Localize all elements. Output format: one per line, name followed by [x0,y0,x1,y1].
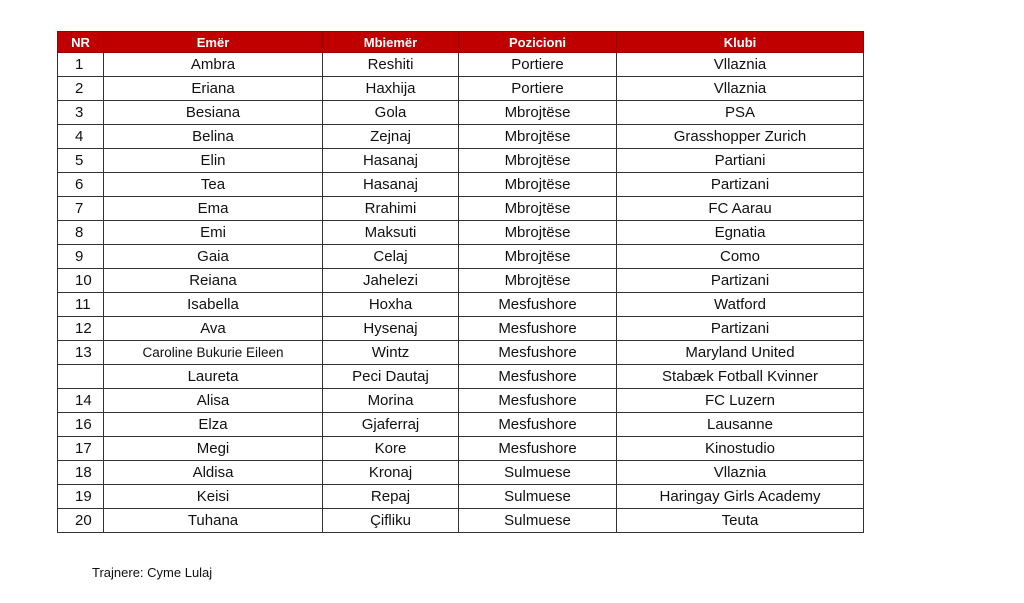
cell-nr: 10 [58,269,104,293]
cell-nr: 4 [58,125,104,149]
cell-first-name: Tea [104,173,323,197]
table-row [58,125,864,149]
table-row [58,221,864,245]
roster-table-body [58,53,864,533]
cell-club: Watford [617,293,864,317]
table-row [58,173,864,197]
cell-last-name: Repaj [323,485,459,509]
cell-first-name: Belina [104,125,323,149]
cell-last-name: Peci Dautaj [323,365,459,389]
cell-position: Mesfushore [459,365,617,389]
cell-first-name: Besiana [104,101,323,125]
cell-last-name: Gjaferraj [323,413,459,437]
header-row [58,32,864,53]
table-row [58,485,864,509]
cell-club: FC Luzern [617,389,864,413]
cell-position: Sulmuese [459,461,617,485]
cell-last-name: Gola [323,101,459,125]
cell-first-name: Caroline Bukurie Eileen [104,341,323,365]
cell-last-name: Reshiti [323,53,459,77]
cell-first-name: Elza [104,413,323,437]
cell-club: Vllaznia [617,461,864,485]
cell-first-name: Megi [104,437,323,461]
cell-last-name: Wintz [323,341,459,365]
cell-last-name: Hasanaj [323,173,459,197]
cell-club: Maryland United [617,341,864,365]
cell-last-name: Hoxha [323,293,459,317]
cell-position: Mesfushore [459,389,617,413]
cell-club: Stabæk Fotball Kvinner [617,365,864,389]
cell-club: Haringay Girls Academy [617,485,864,509]
cell-position: Portiere [459,53,617,77]
cell-first-name: Alisa [104,389,323,413]
cell-last-name: Celaj [323,245,459,269]
cell-position: Sulmuese [459,509,617,533]
cell-nr: 19 [58,485,104,509]
cell-club: Kinostudio [617,437,864,461]
cell-last-name: Maksuti [323,221,459,245]
cell-nr: 6 [58,173,104,197]
cell-club: PSA [617,101,864,125]
cell-last-name: Hysenaj [323,317,459,341]
cell-club: Grasshopper Zurich [617,125,864,149]
cell-last-name: Jahelezi [323,269,459,293]
table-row [58,53,864,77]
table-row [58,413,864,437]
cell-nr: 18 [58,461,104,485]
cell-position: Mbrojtëse [459,269,617,293]
cell-nr: 17 [58,437,104,461]
roster-table [57,31,864,533]
cell-nr: 16 [58,413,104,437]
table-row [58,245,864,269]
cell-first-name: Ema [104,197,323,221]
cell-first-name: Gaia [104,245,323,269]
cell-first-name: Emi [104,221,323,245]
table-row [58,389,864,413]
table-row [58,101,864,125]
cell-nr [58,365,104,389]
cell-club: Vllaznia [617,53,864,77]
cell-first-name: Ambra [104,53,323,77]
cell-club: Teuta [617,509,864,533]
cell-position: Mbrojtëse [459,101,617,125]
cell-first-name: Isabella [104,293,323,317]
cell-last-name: Hasanaj [323,149,459,173]
coach-label: Trajnere: Cyme Lulaj [92,565,213,580]
cell-club: FC Aarau [617,197,864,221]
cell-club: Lausanne [617,413,864,437]
cell-last-name: Haxhija [323,77,459,101]
table-row [58,365,864,389]
header-club: Klubi [617,32,864,53]
cell-position: Mesfushore [459,317,617,341]
cell-first-name: Tuhana [104,509,323,533]
cell-nr: 14 [58,389,104,413]
table-row [58,341,864,365]
cell-last-name: Rrahimi [323,197,459,221]
cell-last-name: Morina [323,389,459,413]
cell-nr: 2 [58,77,104,101]
table-row [58,197,864,221]
cell-position: Mbrojtëse [459,149,617,173]
header-first-name: Emër [104,32,323,53]
cell-nr: 7 [58,197,104,221]
cell-position: Portiere [459,77,617,101]
cell-club: Partizani [617,173,864,197]
cell-club: Como [617,245,864,269]
table-row [58,293,864,317]
table-row [58,509,864,533]
cell-last-name: Zejnaj [323,125,459,149]
cell-nr: 12 [58,317,104,341]
cell-position: Mbrojtëse [459,173,617,197]
cell-position: Mesfushore [459,437,617,461]
cell-position: Mbrojtëse [459,125,617,149]
cell-first-name: Elin [104,149,323,173]
cell-first-name: Laureta [104,365,323,389]
cell-nr: 11 [58,293,104,317]
cell-position: Mesfushore [459,413,617,437]
cell-last-name: Kore [323,437,459,461]
cell-last-name: Kronaj [323,461,459,485]
cell-club: Partizani [617,317,864,341]
cell-first-name: Aldisa [104,461,323,485]
cell-nr: 5 [58,149,104,173]
header-nr: NR [58,32,104,53]
cell-position: Mbrojtëse [459,221,617,245]
header-position: Pozicioni [459,32,617,53]
table-row [58,461,864,485]
cell-nr: 20 [58,509,104,533]
cell-club: Partiani [617,149,864,173]
cell-club: Egnatia [617,221,864,245]
cell-position: Mesfushore [459,293,617,317]
header-last-name: Mbiemër [323,32,459,53]
cell-nr: 3 [58,101,104,125]
cell-nr: 13 [58,341,104,365]
table-row [58,77,864,101]
cell-nr: 8 [58,221,104,245]
table-row [58,149,864,173]
table-row [58,437,864,461]
roster-table-header [58,32,864,53]
cell-position: Mesfushore [459,341,617,365]
cell-nr: 1 [58,53,104,77]
cell-position: Mbrojtëse [459,245,617,269]
cell-last-name: Çifliku [323,509,459,533]
cell-first-name: Reiana [104,269,323,293]
cell-first-name: Keisi [104,485,323,509]
cell-first-name: Ava [104,317,323,341]
cell-position: Mbrojtëse [459,197,617,221]
cell-club: Partizani [617,269,864,293]
cell-position: Sulmuese [459,485,617,509]
cell-nr: 9 [58,245,104,269]
table-row [58,317,864,341]
cell-club: Vllaznia [617,77,864,101]
table-row [58,269,864,293]
cell-first-name: Eriana [104,77,323,101]
